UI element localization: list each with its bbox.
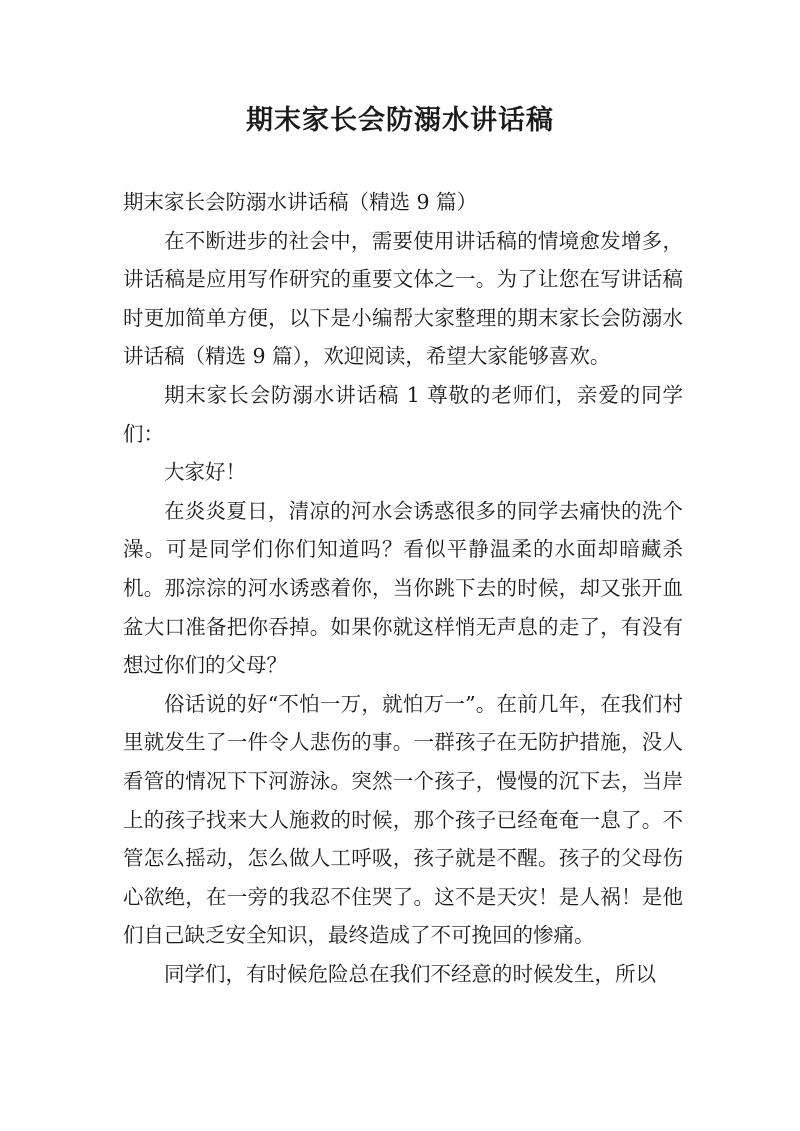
body-paragraph: 俗话说的好“不怕一万，就怕万一”。在前几年，在我们村里就发生了一件令人悲伤的事。一群孩子在无防护措施，没人看管的情况下下河游泳。突然一个孩子，慢慢的沉下去，当岸上的孩子找来大人施救的时候，那个孩子已经奄奄一息了。不管怎么摇动，怎么做人工呼吸，孩子就是不醒。孩子的父母伤心欲绝，在一旁的我忍不住哭了。这不是天灾！是人祸！是他们自己缺乏安全知识，最终造成了不可挽回的惨痛。 xyxy=(123,691,683,948)
salutation-paragraph: 期末家长会防溺水讲话稿 1 尊敬的老师们，亲爱的同学们： xyxy=(123,382,683,446)
body-paragraph: 同学们，有时候危险总在我们不经意的时候发生，所以 xyxy=(164,961,656,986)
intro-paragraph: 在不断进步的社会中，需要使用讲话稿的情境愈发增多，讲话稿是应用写作研究的重要文体之一。为了让您在写讲话稿时更加简单方便，以下是小编帮大家整理的期末家长会防溺水讲话稿（精选 9 篇），欢迎阅读，希望大家能够喜欢。 xyxy=(123,228,683,369)
document-body xyxy=(123,183,683,993)
document-title: 期末家长会防溺水讲话稿 xyxy=(246,105,554,136)
body-paragraph: 在炎炎夏日，清凉的河水会诱惑很多的同学去痛快的洗个澡。可是同学们你们知道吗？看似平静温柔的水面却暗藏杀机。那淙淙的河水诱惑着你，当你跳下去的时候，却又张开血盆大口准备把你吞掉。如果你就这样悄无声息的走了，有没有想过你们的父母？ xyxy=(123,498,683,678)
greeting-paragraph: 大家好！ xyxy=(164,460,246,485)
subtitle-paragraph: 期末家长会防溺水讲话稿（精选 9 篇） xyxy=(123,190,478,214)
